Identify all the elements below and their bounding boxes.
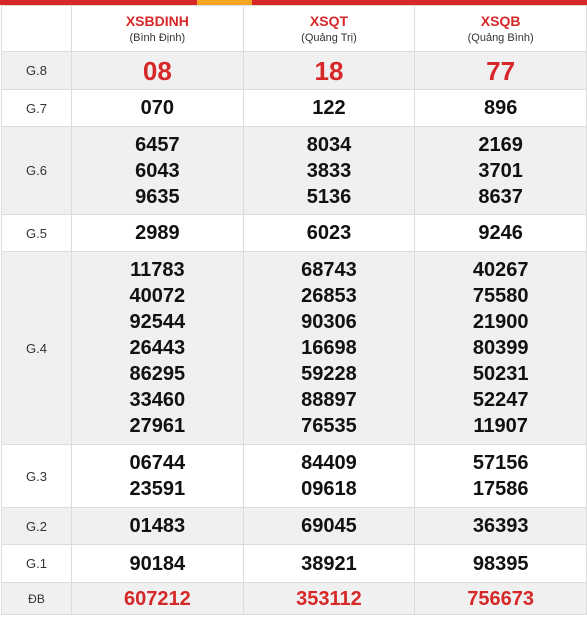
- prize-cell: [415, 90, 587, 127]
- prize-number: 36393: [472, 515, 529, 537]
- header-corner: [2, 6, 72, 52]
- prize-number: 26443: [129, 337, 186, 359]
- lottery-results-table: [1, 5, 587, 615]
- prize-number: 01483: [129, 515, 186, 537]
- prize-number: 3701: [478, 159, 523, 182]
- prize-row: [2, 508, 587, 545]
- province-header-bdinh[interactable]: [72, 6, 244, 52]
- prize-cell: [243, 127, 415, 215]
- prize-number: 98395: [472, 552, 529, 575]
- prize-cell: [243, 545, 415, 583]
- prize-cell: [72, 127, 244, 215]
- prize-number: 6023: [306, 222, 352, 244]
- prize-cell: [72, 90, 244, 127]
- prize-number: 09618: [301, 478, 357, 500]
- prize-cell: [415, 583, 587, 615]
- prize-cell: [243, 508, 415, 545]
- province-code[interactable]: XSQT: [309, 13, 349, 29]
- prize-number: 75580: [472, 285, 529, 307]
- prize-label: G.5: [2, 215, 72, 252]
- prize-number: 80399: [472, 337, 529, 359]
- prize-number: 84409: [301, 452, 357, 474]
- prize-row: [2, 215, 587, 252]
- prize-number: 77: [486, 55, 516, 86]
- prize-cell: [415, 508, 587, 545]
- prize-rows: [2, 52, 587, 615]
- province-header-qb[interactable]: [415, 6, 587, 52]
- prize-number: 18: [314, 55, 344, 86]
- prize-number: 33460: [129, 389, 186, 411]
- prize-cell: [243, 252, 415, 445]
- prize-number: 21900: [472, 311, 529, 333]
- prize-cell: [72, 508, 244, 545]
- prize-label: G.8: [2, 52, 72, 90]
- prize-number: 06744: [129, 452, 186, 474]
- prize-number: 68743: [301, 259, 357, 281]
- prize-label: ĐB: [2, 583, 72, 615]
- prize-cell: [415, 445, 587, 508]
- prize-number: 16698: [301, 337, 357, 359]
- province-name: (Quảng Bình): [467, 32, 534, 44]
- special-prize-number: 756673: [467, 587, 535, 610]
- prize-label: G.1: [2, 545, 72, 583]
- prize-number: 23591: [129, 478, 186, 500]
- prize-number: 17586: [472, 478, 529, 500]
- prize-cell: [415, 215, 587, 252]
- prize-cell: [415, 545, 587, 583]
- prize-number: 86295: [129, 363, 186, 385]
- prize-cell: [72, 445, 244, 508]
- prize-cell: [243, 90, 415, 127]
- prize-number: 2169: [478, 133, 523, 156]
- header-row: [2, 6, 587, 52]
- prize-cell: [243, 52, 415, 90]
- prize-number: 92544: [129, 311, 186, 333]
- prize-label: G.6: [2, 127, 72, 215]
- prize-number: 9635: [135, 185, 180, 208]
- prize-number: 122: [312, 97, 346, 119]
- prize-number: 26853: [301, 285, 357, 307]
- prize-number: 896: [483, 97, 518, 119]
- prize-number: 69045: [301, 515, 357, 537]
- prize-number: 11907: [473, 415, 528, 437]
- prize-label: G.7: [2, 90, 72, 127]
- prize-number: 27961: [129, 415, 186, 437]
- prize-label: G.2: [2, 508, 72, 545]
- prize-cell: [415, 52, 587, 90]
- province-header-qt[interactable]: [243, 6, 415, 52]
- prize-row: [2, 90, 587, 127]
- prize-number: 3833: [306, 159, 352, 182]
- prize-number: 40267: [472, 259, 529, 281]
- prize-label: G.4: [2, 252, 72, 445]
- prize-number: 8034: [306, 133, 352, 156]
- prize-number: 88897: [301, 389, 357, 411]
- prize-cell: [415, 252, 587, 445]
- prize-cell: [243, 445, 415, 508]
- prize-number: 5136: [306, 185, 352, 208]
- prize-row: [2, 52, 587, 90]
- prize-number: 59228: [301, 363, 357, 385]
- prize-number: 90306: [301, 311, 357, 333]
- prize-number: 90184: [129, 552, 186, 575]
- prize-number: 6043: [135, 159, 180, 182]
- prize-number: 38921: [301, 552, 357, 575]
- prize-cell: [72, 52, 244, 90]
- prize-row: [2, 252, 587, 445]
- prize-label: G.3: [2, 445, 72, 508]
- prize-number: 40072: [129, 285, 186, 307]
- prize-number: 76535: [301, 415, 357, 437]
- prize-row: [2, 545, 587, 583]
- prize-number: 08: [142, 55, 172, 86]
- prize-cell: [72, 215, 244, 252]
- prize-row: [2, 127, 587, 215]
- prize-number: 57156: [472, 452, 529, 474]
- prize-number: 9246: [478, 222, 523, 244]
- prize-number: 070: [140, 97, 175, 119]
- prize-cell: [243, 215, 415, 252]
- prize-row: [2, 583, 587, 615]
- province-name: (Quảng Trị): [301, 32, 357, 44]
- prize-row: [2, 445, 587, 508]
- prize-cell: [72, 583, 244, 615]
- prize-number: 52247: [472, 389, 529, 411]
- prize-number: 8637: [478, 185, 523, 208]
- prize-cell: [415, 127, 587, 215]
- province-name: (Bình Định): [129, 32, 186, 44]
- prize-number: 50231: [472, 363, 529, 385]
- province-code[interactable]: XSBDINH: [125, 13, 189, 29]
- province-code[interactable]: XSQB: [480, 13, 521, 29]
- prize-cell: [72, 545, 244, 583]
- prize-cell: [243, 583, 415, 615]
- prize-number: 11783: [130, 259, 185, 281]
- special-prize-number: 353112: [296, 587, 362, 610]
- special-prize-number: 607212: [123, 587, 191, 610]
- prize-number: 2989: [135, 222, 180, 244]
- prize-number: 6457: [135, 133, 180, 156]
- prize-cell: [72, 252, 244, 445]
